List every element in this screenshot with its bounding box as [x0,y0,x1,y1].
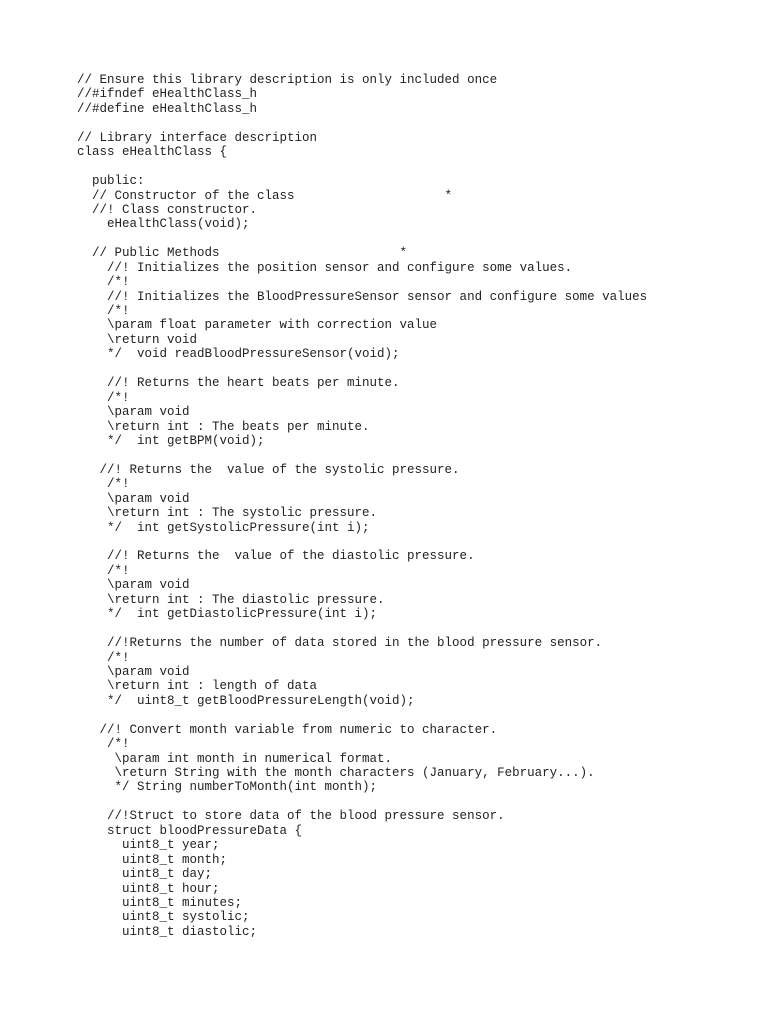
code-line: //!Returns the number of data stored in the blood pressure sensor. [77,636,603,651]
code-line: */ int getBPM(void); [77,433,265,448]
code-line: class eHealthClass { [77,145,228,160]
code-line [77,708,747,722]
code-line [77,448,747,462]
code-line [77,622,747,636]
code-line: //#ifndef eHealthClass_h [77,87,258,102]
code-line: uint8_t minutes; [77,895,243,910]
code-line: */ int getSystolicPressure(int i); [77,520,370,535]
code-line: \param void [77,578,190,593]
code-line: //! Returns the value of the diastolic pressure. [77,549,475,564]
code-line: /*! [77,563,130,578]
code-line: // Constructor of the class * [77,188,453,203]
code-line: //! Initializes the position sensor and configure some values. [77,260,573,275]
code-line: \param float parameter with correction value [77,318,438,333]
code-line: \return String with the month characters (January, February...). [77,766,595,780]
code-line: uint8_t systolic; [77,910,250,925]
code-listing [77,73,747,939]
code-line: */ int getDiastolicPressure(int i); [77,607,378,622]
code-line: /*! [77,650,130,665]
code-line [77,362,747,376]
code-line: // Library interface description [77,130,318,145]
code-line: //! Class constructor. [77,202,258,217]
code-line [77,116,747,130]
code-line: \return int : The diastolic pressure. [77,592,385,607]
code-line: \param void [77,405,190,420]
code-line: // Ensure this library description is only included once [77,73,498,87]
code-line: uint8_t diastolic; [77,924,258,939]
code-line: \return void [77,332,198,347]
code-line: uint8_t year; [77,838,220,853]
code-line: */ void readBloodPressureSensor(void); [77,347,400,362]
code-line: // Public Methods * [77,246,408,261]
code-line: struct bloodPressureData { [77,823,303,838]
code-line [77,795,747,809]
code-line: \return int : length of data [77,679,318,694]
code-line: */ String numberToMonth(int month); [77,780,378,795]
code-line: */ uint8_t getBloodPressureLength(void); [77,693,415,708]
code-line: /*! [77,304,130,318]
code-line: //! Returns the value of the systolic pressure. [77,462,460,477]
code-line: \return int : The systolic pressure. [77,506,378,521]
code-line [77,160,747,174]
code-line: uint8_t day; [77,867,213,882]
code-line [77,535,747,549]
code-line: \return int : The beats per minute. [77,419,370,434]
code-line: \param int month in numerical format. [77,751,393,766]
code-line [77,232,747,246]
code-line: eHealthClass(void); [77,217,250,232]
code-line: //! Initializes the BloodPressureSensor sensor and configure some values [77,289,648,304]
code-line: \param void [77,664,190,679]
code-line: //!Struct to store data of the blood pressure sensor. [77,809,505,824]
code-line: /*! [77,275,130,290]
code-line: \param void [77,491,190,506]
code-line: //! Returns the heart beats per minute. [77,376,400,391]
code-line: //#define eHealthClass_h [77,101,258,116]
code-line: /*! [77,390,130,405]
code-line: /*! [77,477,130,492]
code-line: /*! [77,737,130,752]
code-line: public: [77,174,145,189]
code-line: uint8_t month; [77,852,228,867]
code-line: uint8_t hour; [77,881,220,896]
code-line: //! Convert month variable from numeric to character. [77,722,498,737]
